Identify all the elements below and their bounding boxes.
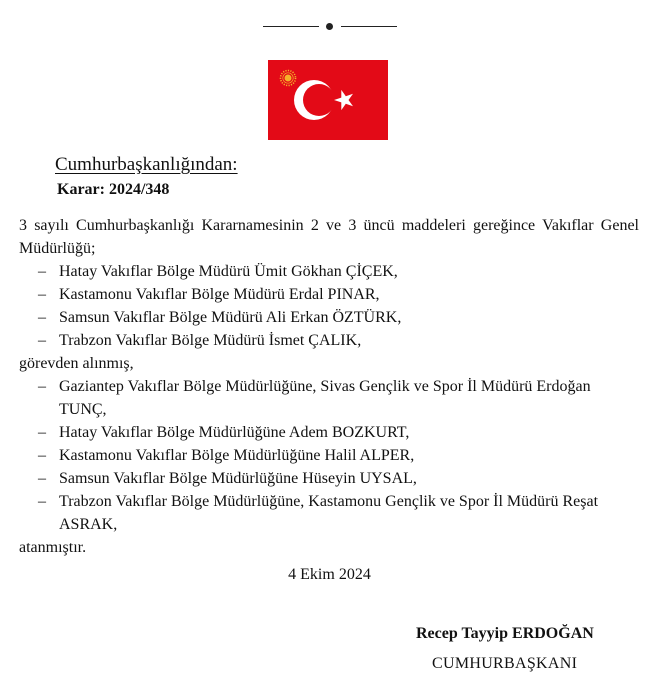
divider-line-right [341,26,397,27]
header-divider [0,21,671,33]
appointed-item-text: Kastamonu Vakıflar Bölge Müdürlüğüne Halil ALPER, [59,447,415,464]
decree-body [19,214,639,559]
decision-number: Karar: 2024/348 [57,181,170,198]
appointed-suffix: atanmıştır. [19,539,87,556]
dash-marker: – [38,447,46,464]
intro-paragraph: 3 sayılı Cumhurbaşkanlığı Kararnamesinin 2 ve 3 üncü maddeleri gereğince Vakıflar Genel Müdürlüğü; [19,217,639,257]
list-item [19,421,639,444]
appointed-item-text: Samsun Vakıflar Bölge Müdürlüğüne Hüseyin UYSAL, [59,470,417,487]
list-item [19,490,639,536]
appointed-item-text: Hatay Vakıflar Bölge Müdürlüğüne Adem BOZKURT, [59,424,410,441]
dash-marker: – [38,263,46,280]
dash-marker: – [38,378,46,395]
dash-marker: – [38,424,46,441]
signatory-surname: ERDOĞAN [512,625,594,642]
turkish-flag [268,60,388,140]
dash-marker: – [38,470,46,487]
appointed-item-text: Gaziantep Vakıflar Bölge Müdürlüğüne, Sivas Gençlik ve Spor İl Müdürü Erdoğan TUNÇ, [59,378,591,418]
list-item [19,260,639,283]
dash-marker: – [38,286,46,303]
list-item [19,444,639,467]
list-item [19,329,639,352]
dash-marker: – [38,332,46,349]
removed-item-text: Trabzon Vakıflar Bölge Müdürü İsmet ÇALIK, [59,332,362,349]
removed-item-text: Samsun Vakıflar Bölge Müdürü Ali Erkan ÖZTÜRK, [59,309,402,326]
list-item [19,375,639,421]
list-item [19,283,639,306]
decree-date [0,566,671,584]
removed-suffix: görevden alınmış, [19,355,134,372]
dash-marker: – [38,309,46,326]
institution-heading: Cumhurbaşkanlığından: [55,154,238,175]
crescent-inner [303,84,335,116]
divider-dot [326,23,333,30]
list-item [19,306,639,329]
date-text: 4 Ekim 2024 [288,566,371,583]
removed-item-text: Kastamonu Vakıflar Bölge Müdürü Erdal PINAR, [59,286,380,303]
signatory-title: CUMHURBAŞKANI [432,655,578,672]
list-item [19,467,639,490]
divider-line-left [263,26,319,27]
signatory-first-names: Recep Tayyip [416,625,513,642]
removed-item-text: Hatay Vakıflar Bölge Müdürü Ümit Gökhan ÇİÇEK, [59,263,398,280]
dash-marker: – [38,493,46,510]
appointed-item-text: Trabzon Vakıflar Bölge Müdürlüğüne, Kastamonu Gençlik ve Spor İl Müdürü Reşat ASRAK, [59,493,599,533]
signatory-name [416,625,594,643]
